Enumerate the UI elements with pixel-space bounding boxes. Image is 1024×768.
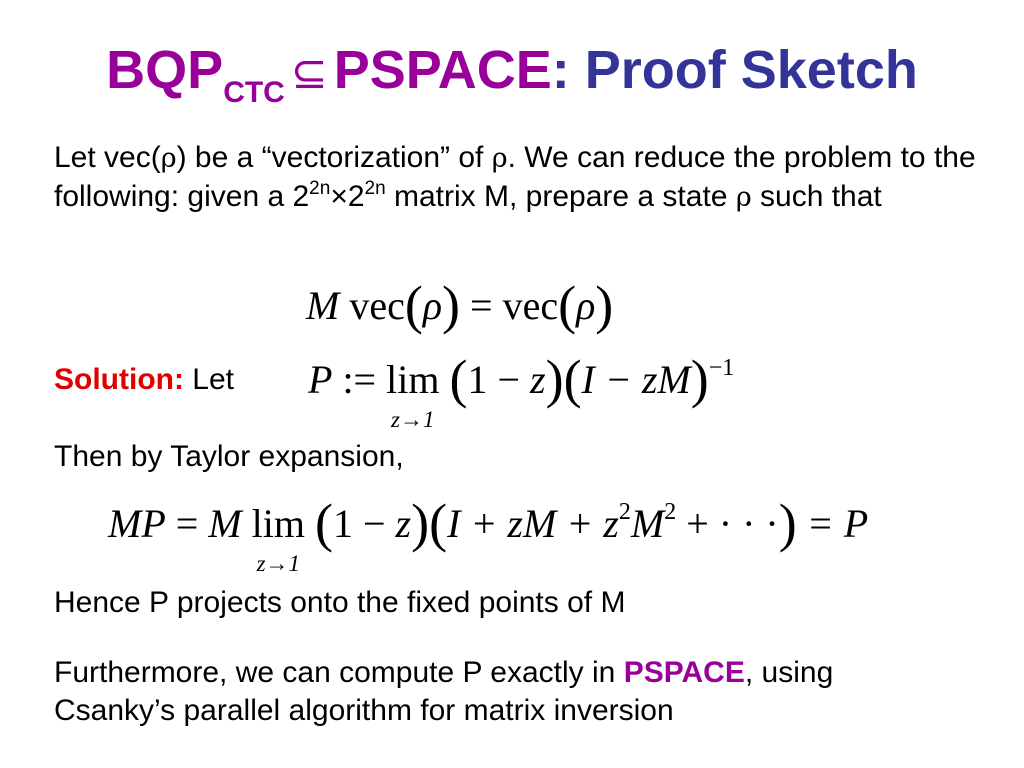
symbol-z: z	[395, 501, 412, 546]
title-subscript-ctc: CTC	[223, 76, 285, 109]
furthermore-text-1: Furthermore, we can compute P exactly in	[54, 656, 624, 689]
limit-operator	[386, 356, 440, 432]
limit-subscript: z→1	[391, 407, 435, 432]
taylor-line: Then by Taylor expansion,	[54, 440, 404, 473]
solution-line	[54, 361, 314, 399]
furthermore-paragraph	[54, 654, 954, 730]
assign-symbol: :=	[332, 357, 387, 402]
projector-definition-equation	[308, 349, 735, 432]
lim-text: lim	[251, 501, 305, 546]
fixed-point-equation	[306, 275, 614, 335]
vec-operator: vec	[502, 283, 559, 328]
intro-text-2: ) be a “vectorization” of	[176, 141, 492, 174]
times-symbol: ×	[330, 180, 348, 213]
one-minus: 1 −	[467, 357, 530, 402]
left-paren: (	[315, 493, 333, 553]
right-paren: )	[595, 275, 614, 335]
plus-zM: + zM +	[460, 501, 604, 546]
symbol-z: z	[603, 501, 619, 546]
equals-sign: =	[165, 501, 209, 546]
symbol-z: z	[530, 357, 546, 402]
subset-symbol: ⊆	[290, 48, 328, 99]
intro-text-5: matrix M, prepare a state	[385, 180, 736, 213]
lim-text: lim	[386, 357, 440, 402]
pspace-highlight: PSPACE	[623, 656, 745, 689]
right-paren: )	[778, 493, 797, 553]
identity-I: I	[447, 501, 461, 546]
slide-title	[0, 38, 1024, 125]
square-exponent: 2	[664, 499, 677, 525]
taylor-expansion-equation	[108, 493, 869, 576]
limit-subscript: z→1	[256, 551, 301, 576]
left-paren: (	[563, 349, 582, 409]
right-paren: )	[690, 349, 709, 409]
vec-operator: vec	[349, 283, 405, 328]
symbol-P: P	[308, 357, 333, 402]
symbol-MP: MP	[108, 501, 166, 546]
solution-label: Solution:	[54, 363, 184, 396]
limit-operator	[251, 500, 305, 576]
furthermore-text-2: , using Csanky’s parallel algorithm for matrix inversion	[54, 656, 834, 727]
rho-symbol: ρ	[422, 283, 443, 328]
square-exponent: 2	[618, 499, 631, 525]
intro-text-6: such that	[751, 180, 882, 213]
plus-ellipsis: + · · ·	[676, 501, 779, 546]
right-paren: )	[442, 275, 461, 335]
title-proof-sketch: : Proof Sketch	[551, 40, 918, 100]
intro-text-1: Let vec(	[54, 141, 161, 174]
one-minus: 1 −	[332, 501, 396, 546]
title-bqp: BQP	[106, 40, 224, 100]
intro-paragraph	[54, 139, 984, 217]
matrix-M: M	[208, 501, 242, 546]
equals-P: = P	[796, 501, 869, 546]
exponent-2n: 2n	[309, 178, 331, 199]
right-paren: )	[411, 493, 430, 553]
intro-text-3: . We can reduce the problem to the following: given a 2	[54, 141, 976, 213]
rho-symbol: ρ	[735, 182, 752, 213]
intro-text-4: 2	[347, 180, 365, 213]
hence-line: Hence P projects onto the fixed points of M	[54, 586, 626, 619]
left-paren: (	[449, 349, 468, 409]
minus-zM: − zM	[594, 357, 691, 402]
matrix-M: M	[630, 501, 665, 546]
matrix-M: M	[306, 283, 340, 328]
solution-text: Let	[183, 363, 235, 396]
left-paren: (	[558, 275, 577, 335]
inverse-exponent: −1	[708, 355, 735, 381]
left-paren: (	[404, 275, 423, 335]
rho-symbol: ρ	[160, 143, 177, 174]
rho-symbol: ρ	[491, 143, 508, 174]
rho-symbol: ρ	[576, 283, 596, 328]
title-pspace: PSPACE	[333, 40, 552, 100]
exponent-2n: 2n	[364, 178, 386, 199]
left-paren: (	[429, 493, 448, 553]
right-paren: )	[545, 349, 564, 409]
equals-sign: =	[460, 283, 503, 328]
identity-I: I	[581, 357, 595, 402]
